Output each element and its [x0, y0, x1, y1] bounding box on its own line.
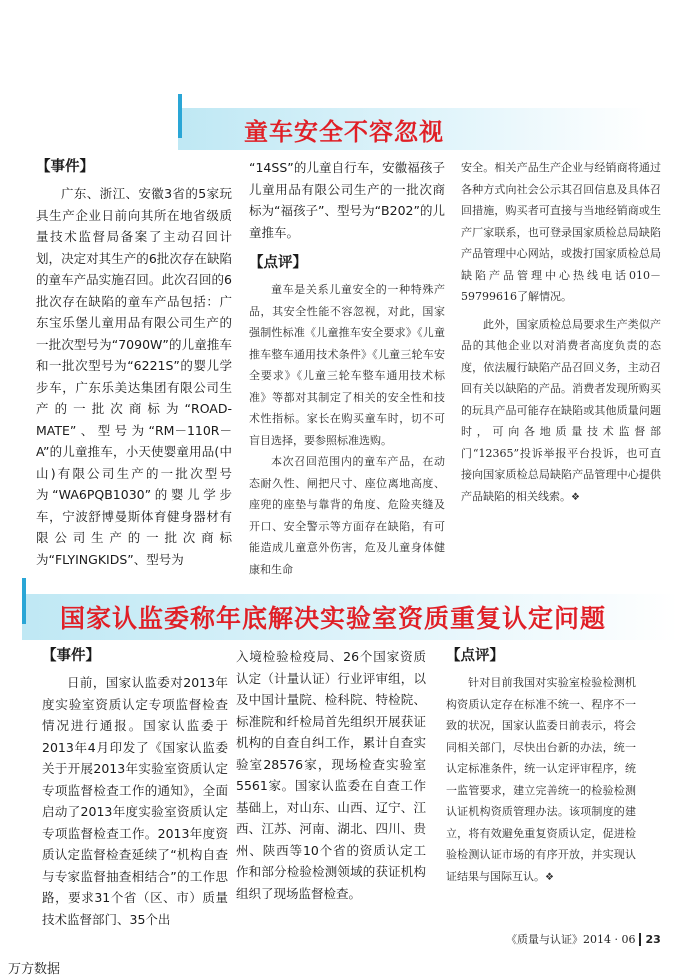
article1-comment-continued: 安全。相关产品生产企业与经销商将通过各种方式向社会公示其召回信息及具体召回措施，购买者可直接与当地经销商或生产厂家联系，也可登录国家质检总局缺陷产品管理中心网站，或拨打国家质检总局缺陷产品管理中心热线电话010－59799616了解情况。	[461, 161, 661, 303]
article1-comment-heading: 【点评】	[249, 255, 307, 271]
article2-column-2	[236, 646, 426, 904]
article2-banner	[22, 594, 678, 640]
article2-comment-heading: 【点评】	[446, 648, 504, 664]
article1-event-continued: “14SS”的儿童自行车，安徽福孩子儿童用品有限公司生产的一批次商标为“福孩子”、型号为“B202”的儿童推车。	[249, 160, 445, 240]
article1-event-heading: 【事件】	[36, 159, 94, 175]
banner-accent-line	[22, 578, 26, 624]
article1-column-3	[461, 157, 661, 508]
article2-column-1	[42, 646, 228, 930]
article1-title: 童车安全不容忽视	[244, 117, 444, 146]
watermark: 万方数据	[8, 962, 61, 977]
article1-column-2	[249, 157, 445, 580]
end-mark-icon: ❖	[545, 871, 554, 883]
banner-accent-line	[178, 94, 182, 138]
article1-comment-paragraph-1: 童车是关系儿童安全的一种特殊产品，其安全性能不容忽视，对此，国家强制性标准《儿童推车安全要求》《儿童推车整车通用技术条件》《儿童三轮车安全要求》《儿童三轮车整车通用技术标准》等都对其制定了相关的安全性和技术性指标。家长在购买童车时，切不可盲目选择，要参照标准选购。	[249, 283, 445, 447]
article2-column-3	[446, 646, 636, 888]
article1-comment-paragraph-2: 本次召回范围内的童车产品，在动态耐久性、闸把尺寸、座位离地高度、座兜的座垫与靠背的角度、危险夹缝及开口、安全警示等方面存在缺陷，有可能造成儿童意外伤害，危及儿童身体健康和生命	[249, 455, 445, 576]
article2-title: 国家认监委称年底解决实验室资质重复认定问题	[60, 604, 607, 633]
article2-comment-text	[446, 672, 636, 888]
page-footer	[506, 931, 661, 947]
article1-event-text: 广东、浙江、安徽3省的5家玩具生产企业日前向其所在地省级质量技术监督局备案了主动召回计划，决定对其生产的6批次存在缺陷的童车产品实施召回。此次召回的6批次存在缺陷的童车产品包括：广东宝乐堡儿童用品有限公司生产的一批次型号为“7090W”的儿童推车和一批次型号为“6221S”的婴儿学步车，广东乐美达集团有限公司生产的一批次商标为“ROAD-MATE”、型号为“RM－110R－A”的儿童推车，小天使婴童用品(中山)有限公司生产的一批次型号为“WA6PQB1030”的婴儿学步车，宁波舒博曼斯体育健身器材有限公司生产的一批次商标为“FLYINGKIDS”、型号为	[36, 186, 232, 567]
article1-column-1	[36, 157, 232, 570]
article1-comment-p3-text: 此外，国家质检总局要求生产类似产品的其他企业以对消费者高度负责的态度，依法履行缺陷产品召回义务，主动召回有关以缺陷的产品。消费者发现所购买的玩具产品可能存在缺陷或其他质量问题时，可向各地质量技术监督部门“12365”投诉举报平台投诉，也可直接向国家质检总局缺陷产品管理中心提供产品缺陷的相关线索。	[461, 317, 661, 503]
article1-banner	[178, 108, 648, 150]
article2-comment-body: 针对目前我国对实验室检验检测机构资质认定存在标准不统一、程序不一致的状况，国家认监委日前表示，将会同相关部门，尽快出台新的办法，统一认定标准条件，统一认定评审程序，统一监管要求，建立完善统一的检验检测认证机构资质管理办法。该项制度的建立，将有效避免重复资质认定，促进检验检测认证市场的有序开放，并实现认证结果与国际互认。	[446, 676, 636, 883]
article2-event-heading: 【事件】	[42, 648, 100, 664]
end-mark-icon: ❖	[571, 491, 580, 503]
page-number: 23	[639, 933, 660, 946]
article1-comment-paragraph-3	[461, 314, 661, 509]
journal-name: 《质量与认证》2014 · 06	[506, 933, 636, 946]
article2-event-continued: 入境检验检疫局、26个国家资质认定（计量认证）行业评审组，以及中国计量院、检科院、特检院、标准院和纤检局首先组织开展获证机构的自查自纠工作，累计自查实验室28576家，现场检查实验室5561家。国家认监委在自查工作基础上，对山东、山西、辽宁、江西、江苏、河南、湖北、四川、贵州、陕西等10个省的资质认定工作和部分检验检测领域的获证机构组织了现场监督检查。	[236, 649, 426, 901]
article2-event-text: 日前，国家认监委对2013年度实验室资质认定专项监督检查情况进行通报。国家认监委于2013年4月印发了《国家认监委关于开展2013年实验室资质认定专项监督检查工作的通知》，全面启动了2013年度实验室资质认定专项监督检查工作。2013年度资质认定监督检查延续了“机构自查与专家监督抽查相结合”的工作思路，要求31个省（区、市）质量技术监督部门、35个出	[42, 675, 228, 927]
